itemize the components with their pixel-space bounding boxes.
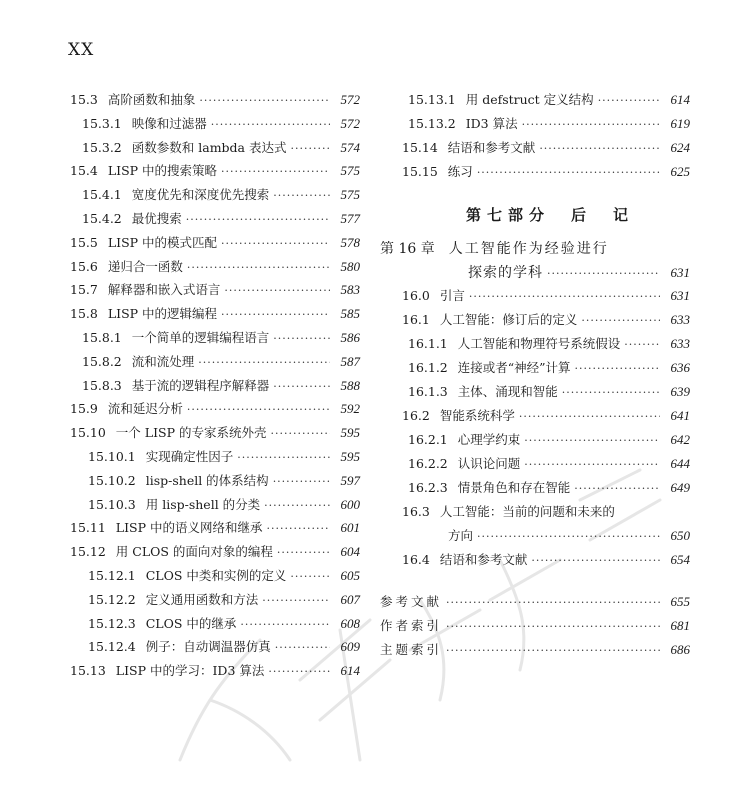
leader-dots: [221, 165, 330, 178]
leader-dots: [524, 458, 660, 471]
entry-title: 人工智能：当前的问题和未来的: [439, 504, 615, 519]
entry-page: 607: [340, 591, 360, 607]
entry-title: 最优搜索: [131, 210, 182, 226]
leader-dots: [221, 237, 330, 250]
entry-page: 595: [340, 425, 360, 441]
entry-number: 15.7: [70, 282, 98, 298]
entry-title: 递归合一函数: [107, 258, 183, 274]
leader-dots: [290, 142, 330, 155]
leader-dots: [266, 522, 330, 535]
toc-entry[interactable]: [70, 90, 360, 114]
entry-title: 主体、涌现和智能: [457, 384, 558, 399]
entry-number: 15.9: [70, 401, 98, 417]
toc-entry[interactable]: [70, 138, 360, 162]
leader-dots: [273, 332, 330, 345]
entry-page: 614: [340, 663, 360, 679]
entry-page: 597: [340, 472, 360, 488]
entry-title: 练习: [447, 164, 473, 179]
entry-page: 644: [670, 456, 690, 471]
leader-dots: [198, 356, 330, 369]
entry-number: 15.10.2: [88, 472, 136, 488]
entry-title: 实现确定性因子: [145, 448, 234, 464]
entry-number: 16.0: [402, 288, 430, 303]
toc-entry[interactable]: [380, 334, 690, 358]
entry-page: 686: [670, 642, 690, 657]
entry-page: 592: [340, 401, 360, 417]
toc-entry[interactable]: [70, 471, 360, 495]
entry-number: 15.5: [70, 234, 98, 250]
entry-page: 600: [340, 496, 360, 512]
entry-title: LISP 中的搜索策略: [107, 163, 218, 179]
toc-entry[interactable]: [70, 495, 360, 519]
toc-entry-16-4[interactable]: [380, 550, 690, 574]
entry-page: 583: [340, 282, 360, 298]
toc-entry[interactable]: [380, 162, 690, 186]
back-matter-entry[interactable]: [380, 616, 690, 640]
toc-entry[interactable]: [380, 382, 690, 406]
chapter-title: 人工智能作为经验进行: [448, 241, 609, 257]
leader-dots: [519, 410, 660, 423]
toc-entry[interactable]: [70, 280, 360, 304]
leader-dots: [524, 434, 660, 447]
page-number: XX: [68, 40, 95, 60]
leader-dots: [221, 308, 330, 321]
leader-dots: [446, 644, 660, 657]
entry-number: 16.2.1: [408, 432, 448, 447]
entry-title: 参考文献: [380, 594, 443, 609]
entry-number: 16.2: [402, 408, 430, 423]
toc-right-column: [380, 90, 690, 664]
toc-entry[interactable]: [70, 423, 360, 447]
toc-entry[interactable]: [70, 518, 360, 542]
entry-page: 639: [670, 384, 690, 399]
entry-title: LISP 中的模式匹配: [107, 234, 218, 250]
entry-page: 574: [340, 139, 360, 155]
entry-title: 定义通用函数和方法: [145, 591, 259, 607]
entry-page: 575: [340, 163, 360, 179]
entry-title: 智能系统科学: [439, 408, 515, 423]
chapter-page: 631: [670, 265, 690, 280]
toc-entry[interactable]: [70, 590, 360, 614]
leader-dots: [477, 530, 660, 543]
leader-dots: [277, 546, 330, 559]
entry-page: 604: [340, 544, 360, 560]
toc-left-column: [70, 90, 360, 685]
entry-page: 614: [670, 92, 690, 107]
entry-title: 连接或者“神经”计算: [457, 360, 571, 375]
entry-number: 15.12.1: [88, 567, 136, 583]
entry-title: 用 defstruct 定义结构: [465, 92, 594, 107]
entry-number: 16.1.1: [408, 336, 448, 351]
entry-title: 情景角色和存在智能: [457, 480, 571, 495]
entry-number: 15.10.3: [88, 496, 136, 512]
leader-dots: [186, 213, 330, 226]
toc-entry[interactable]: [70, 161, 360, 185]
entry-title: 主题索引: [380, 642, 443, 657]
entry-page: 572: [340, 115, 360, 131]
entry-title: 引言: [439, 288, 465, 303]
entry-page: 586: [340, 329, 360, 345]
entry-title: 高阶函数和抽象: [107, 92, 196, 107]
leader-dots: [224, 284, 330, 297]
entry-page: 605: [340, 567, 360, 583]
entry-number: 16.2.2: [408, 456, 448, 471]
toc-entry-16-3-continuation[interactable]: [380, 526, 690, 550]
entry-title: 基于流的逻辑程序解释器: [131, 377, 270, 393]
entry-title: LISP 中的学习：ID3 算法: [115, 663, 265, 679]
entry-number: 15.8.1: [82, 329, 122, 345]
entry-number: 15.3: [70, 92, 98, 107]
entry-number: 15.12.3: [88, 615, 136, 631]
entry-page: 641: [670, 408, 690, 423]
toc-entry[interactable]: [70, 209, 360, 233]
entry-title: 宽度优先和深度优先搜索: [131, 187, 270, 203]
leader-dots: [469, 290, 660, 303]
entry-page: 649: [670, 480, 690, 495]
entry-number: 16.1.2: [408, 360, 448, 375]
leader-dots: [574, 482, 660, 495]
entry-title: 心理学约束: [457, 432, 521, 447]
entry-number: 15.3.1: [82, 115, 122, 131]
part-heading: 第七部分 后 记: [465, 206, 634, 224]
entry-number: 15.4: [70, 163, 98, 179]
entry-page: 595: [340, 448, 360, 464]
leader-dots: [598, 94, 660, 107]
back-matter-entry[interactable]: [380, 640, 690, 664]
entry-number: 15.10.1: [88, 448, 136, 464]
entry-title: 结语和参考文献: [447, 140, 536, 155]
toc-entry[interactable]: [70, 447, 360, 471]
toc-entry[interactable]: [70, 114, 360, 138]
entry-page: 650: [670, 528, 690, 543]
entry-page: 619: [670, 116, 690, 131]
leader-dots: [262, 594, 330, 607]
leader-dots: [264, 499, 330, 512]
entry-title: lisp-shell 的体系结构: [145, 472, 269, 488]
entry-number: 15.13.2: [408, 116, 456, 131]
entry-page: 609: [340, 639, 360, 655]
entry-title: ID3 算法: [465, 116, 518, 131]
entry-number: 15.8.2: [82, 353, 122, 369]
entry-page: 587: [340, 353, 360, 369]
entry-title: CLOS 中的继承: [145, 615, 237, 631]
toc-entry[interactable]: [70, 376, 360, 400]
entry-title: 解释器和嵌入式语言: [107, 282, 221, 298]
entry-number: 16.2.3: [408, 480, 448, 495]
leader-dots: [187, 261, 330, 274]
entry-page: 636: [670, 360, 690, 375]
leader-dots: [240, 618, 330, 631]
chapter-title-continued: 探索的学科: [468, 265, 543, 281]
toc-entry[interactable]: [70, 399, 360, 423]
toc-entry[interactable]: [70, 257, 360, 281]
entry-title: LISP 中的语义网络和继承: [115, 520, 263, 536]
entry-page: 585: [340, 306, 360, 322]
toc-entry[interactable]: [380, 114, 690, 138]
leader-dots: [446, 596, 660, 609]
entry-number: 16.3: [402, 504, 430, 519]
chapter-entry[interactable]: [380, 238, 690, 262]
toc-entry[interactable]: [70, 661, 360, 685]
entry-page: 654: [670, 552, 690, 567]
entry-number: 16.1.3: [408, 384, 448, 399]
entry-number: 15.13.1: [408, 92, 456, 107]
entry-title: 用 CLOS 的面向对象的编程: [115, 544, 273, 560]
entry-page: 572: [340, 92, 360, 107]
leader-dots: [211, 118, 330, 131]
toc-entry[interactable]: [70, 637, 360, 661]
entry-title: LISP 中的逻辑编程: [107, 306, 218, 322]
entry-title: 流和流处理: [131, 353, 195, 369]
toc-entry[interactable]: [380, 138, 690, 162]
entry-number: 15.4.1: [82, 187, 122, 203]
entry-number: 15.12.4: [88, 639, 136, 655]
toc-entry[interactable]: [380, 90, 690, 114]
entry-number: 15.15: [402, 164, 438, 179]
entry-number: 16.4: [402, 552, 430, 567]
leader-dots: [547, 267, 660, 280]
toc-entry[interactable]: [380, 430, 690, 454]
entry-number: 15.8.3: [82, 377, 122, 393]
toc-entry[interactable]: [380, 454, 690, 478]
leader-dots: [531, 554, 660, 567]
entry-number: 15.6: [70, 258, 98, 274]
entry-page: 608: [340, 615, 360, 631]
entry-page: 580: [340, 258, 360, 274]
entry-page: 633: [670, 312, 690, 327]
entry-page: 577: [340, 210, 360, 226]
toc-entry[interactable]: [70, 614, 360, 638]
entry-page: 642: [670, 432, 690, 447]
entry-title: 一个 LISP 的专家系统外壳: [115, 425, 267, 441]
toc-entry[interactable]: [70, 566, 360, 590]
entry-number: 16.1: [402, 312, 430, 327]
leader-dots: [446, 620, 660, 633]
entry-page: 601: [340, 520, 360, 536]
entry-title: 作者索引: [380, 618, 443, 633]
chapter-entry-continuation[interactable]: [380, 262, 690, 286]
leader-dots: [273, 475, 330, 488]
back-matter-entry[interactable]: [380, 592, 690, 616]
entry-title: 一个简单的逻辑编程语言: [131, 329, 270, 345]
entry-number: 15.10: [70, 425, 106, 441]
entry-number: 15.13: [70, 663, 106, 679]
toc-entry[interactable]: [70, 304, 360, 328]
entry-number: 15.11: [70, 520, 106, 536]
leader-dots: [187, 403, 330, 416]
entry-page: 624: [670, 140, 690, 155]
entry-page: 625: [670, 164, 690, 179]
toc-entry[interactable]: [380, 358, 690, 382]
entry-page: 575: [340, 187, 360, 203]
toc-entry[interactable]: [380, 406, 690, 430]
entry-number: 15.12.2: [88, 591, 136, 607]
toc-entry[interactable]: [70, 328, 360, 352]
entry-title: 用 lisp-shell 的分类: [145, 496, 261, 512]
leader-dots: [539, 142, 660, 155]
entry-page: 633: [670, 336, 690, 351]
leader-dots: [581, 314, 660, 327]
entry-number: 15.4.2: [82, 210, 122, 226]
toc-entry[interactable]: [380, 310, 690, 334]
leader-dots: [199, 94, 330, 107]
entry-number: 15.8: [70, 306, 98, 322]
entry-title: 流和延迟分析: [107, 401, 183, 417]
entry-title: 结语和参考文献: [439, 552, 528, 567]
entry-title: 认识论问题: [457, 456, 521, 471]
toc-entry-16-3[interactable]: [380, 502, 690, 526]
leader-dots: [562, 386, 660, 399]
toc-entry[interactable]: [70, 542, 360, 566]
chapter-number: 第 16 章: [380, 241, 435, 257]
entry-title: 例子：自动调温器仿真: [145, 639, 271, 655]
entry-title: 函数参数和 lambda 表达式: [131, 139, 287, 155]
leader-dots: [290, 570, 330, 583]
toc-entry[interactable]: [70, 185, 360, 209]
leader-dots: [268, 665, 330, 678]
entry-page: 578: [340, 234, 360, 250]
entry-title: 人工智能和物理符号系统假设: [457, 336, 621, 351]
toc-entry[interactable]: [380, 478, 690, 502]
toc-entry[interactable]: [70, 352, 360, 376]
toc-entry[interactable]: [70, 233, 360, 257]
entry-page: 588: [340, 377, 360, 393]
leader-dots: [273, 380, 330, 393]
leader-dots: [575, 362, 660, 375]
entry-number: 15.3.2: [82, 139, 122, 155]
entry-number: 15.12: [70, 544, 106, 560]
leader-dots: [270, 427, 330, 440]
entry-title: CLOS 中类和实例的定义: [145, 567, 287, 583]
leader-dots: [237, 451, 330, 464]
entry-page: 631: [670, 288, 690, 303]
entry-title: 映像和过滤器: [131, 115, 207, 131]
leader-dots: [624, 338, 660, 351]
leader-dots: [477, 166, 660, 179]
entry-title-continued: 方向: [448, 528, 474, 543]
entry-title: 人工智能：修订后的定义: [439, 312, 578, 327]
entry-page: 655: [670, 594, 690, 609]
entry-number: 15.14: [402, 140, 438, 155]
leader-dots: [522, 118, 660, 131]
toc-entry[interactable]: [380, 286, 690, 310]
entry-page: 681: [670, 618, 690, 633]
leader-dots: [273, 189, 330, 202]
leader-dots: [275, 641, 330, 654]
